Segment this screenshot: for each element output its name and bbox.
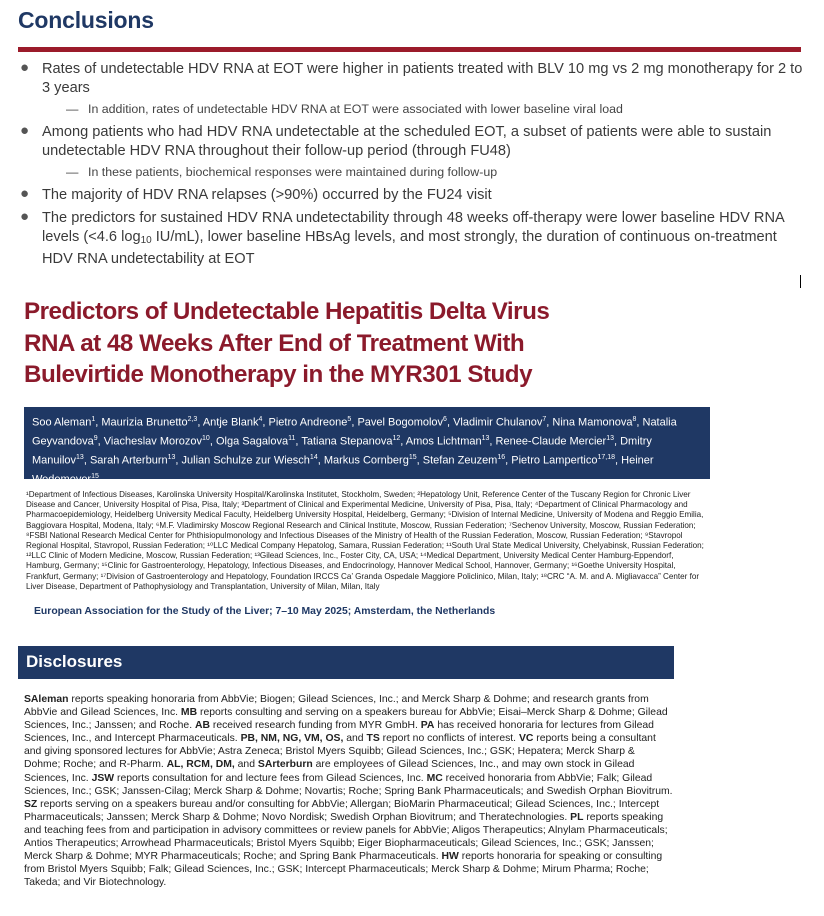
paper-title-line-1: Predictors of Undetectable Hepatitis Delta Virus xyxy=(24,298,550,325)
disclosure-statement: are employees of Gilead Sciences, Inc., and may own stock in Gilead Sciences, Inc. xyxy=(24,759,635,784)
conclusion-bullet-2 xyxy=(18,123,808,160)
disclosures-header xyxy=(18,646,674,679)
author-name: Sarah Arterburn xyxy=(89,454,168,467)
author-name: Pavel Bogomolov xyxy=(357,416,444,429)
author-name: Pietro Lampertico xyxy=(511,454,598,467)
author-affiliation-number: 13 xyxy=(167,453,176,461)
disclosure-initials: HW xyxy=(441,851,459,863)
author-affiliation-number: 7 xyxy=(542,416,547,423)
author-name: Amos Lichtman xyxy=(405,435,482,448)
author-name: Maurizia Brunetto xyxy=(101,416,188,429)
disclosure-initials: VC xyxy=(518,733,534,745)
bullet-dot-icon: ● xyxy=(20,122,30,140)
conference-info: European Association for the Study of the Liver; 7–10 May 2025; Amsterdam, the Netherlands xyxy=(34,606,496,617)
disclosure-statement: has received honoraria for lectures from Gilead Sciences, Inc., and Intercept Pharmaceuticals. xyxy=(24,720,654,745)
author-affiliation-number: 13 xyxy=(606,434,614,442)
conclusion-bullet-4 xyxy=(18,209,808,269)
author-name: Olga Sagalova xyxy=(215,435,289,448)
author-affiliation-number: 15 xyxy=(91,472,99,480)
author-name: Pietro Andreone xyxy=(268,416,348,429)
paper-title-line-2: RNA at 48 Weeks After End of Treatment With xyxy=(24,329,525,357)
disclosure-initials: SAleman xyxy=(24,694,69,705)
disclosure-initials: PB, NM, NG, VM, OS, xyxy=(240,733,344,745)
disclosure-initials: PL xyxy=(570,811,584,823)
disclosure-statement: reports consulting and serving on a speakers bureau for AbbVie; Eisai–Merck Sharp & Dohme; Gilead Sciences, Inc.; Janssen; and Roche. xyxy=(24,707,668,732)
text-cursor xyxy=(800,275,801,288)
author-name: Vladimir Chulanov xyxy=(453,416,543,429)
conclusion-subpoint-1 xyxy=(18,101,808,117)
paper-title-line-3: Bulevirtide Monotherapy in the MYR301 Study xyxy=(24,361,533,388)
disclosure-statement: reports consultation for and lecture fees from Gilead Sciences, Inc. xyxy=(114,772,427,784)
section-divider xyxy=(18,47,801,52)
bullet-dot-icon: ● xyxy=(20,59,30,76)
bullet-dot-icon: ● xyxy=(20,185,30,203)
author-affiliation-number: 10 xyxy=(202,434,210,442)
author-name: Dmitry Manuilov xyxy=(32,435,652,467)
disclosure-statement: reports speaking and teaching fees from and participation in advisory committees or review panels for AbbVie; Aligos Therapeutics; Alnylam Pharmaceuticals; Antios Therapeutics; Arrowhead Pharmaceuticals; Bristol Myers Squibb; Eiger Biopharmaceuticals; Gilead Sciences, Inc.; GSK; Janssen; Merck Sharp & Dohme; MYR Pharmaceuticals; Roche; and Spring Bank Pharmaceuticals. xyxy=(24,811,668,863)
author-affiliation-number: 6 xyxy=(443,416,447,423)
author-affiliation-number: 16 xyxy=(497,453,506,461)
disclosure-initials: SArterburn xyxy=(257,759,313,771)
conclusion-text: Rates of undetectable HDV RNA at EOT were higher in patients treated with BLV 10 mg vs 2 mg monotherapy for 2 to 3 years xyxy=(42,61,803,96)
authors-list: Soo Aleman$^1$, Maurizia Brunetto$^{2,3}$, Antje Blank$^4$, Pietro Andreone$^5$, Pavel Bogomolov$^6$, Vladimir Chulanov$^7$, Nina Mamonova$^8$, Natalia Geyvandova$^9$, Viacheslav Morozov$^{10}$, Olga Sagalova$^{11}$, Tatiana Stepanova$^{12}$, Amos Lichtman$^{13}$, Renee-Claude Mercier$^{13}$, Dmitry Manuilov$^{13}$, Sarah Arterburn$^{13}$, Julian Schulze zur Wiesch$^{14}$, Markus Cornberg$^{15}$, Stefan Zeuzem$^{16}$, Pietro Lampertico$^{17,18}$, Heiner Wedemeyer$^{15}$ xyxy=(24,407,710,479)
author-affiliation-number: 13 xyxy=(481,434,490,442)
author-name: Tatiana Stepanova xyxy=(301,435,393,448)
disclosure-initials: JSW xyxy=(91,772,115,784)
author-affiliation-number: 11 xyxy=(288,434,296,442)
log-subscript: 10 xyxy=(140,234,152,246)
dash-icon: — xyxy=(66,165,79,180)
disclosure-statement: received research funding from MYR GmbH. xyxy=(209,720,421,732)
author-affiliation-number: 2,3 xyxy=(187,416,198,423)
author-name: Natalia Geyvandova xyxy=(32,416,677,448)
disclosure-statement: reports speaking honoraria from AbbVie; Biogen; Gilead Sciences, Inc.; and Merck Sharp & Dohme; and research grants from AbbVie and Gilead Sciences, Inc. xyxy=(24,694,649,719)
conclusions-heading: Conclusions xyxy=(18,7,154,33)
subpoint-text: In addition, rates of undetectable HDV RNA at EOT were associated with lower baseline viral load xyxy=(88,102,623,117)
disclosures-heading: Disclosures xyxy=(26,652,123,671)
disclosure-initials: MC xyxy=(426,772,443,784)
author-affiliation-number: 12 xyxy=(392,434,401,442)
author-name: Nina Mamonova xyxy=(552,416,633,429)
author-name: Heiner Wedemeyer xyxy=(32,454,654,486)
author-affiliation-number: 14 xyxy=(309,453,318,461)
disclosure-statement: reports honoraria for speaking or consulting from Bristol Myers Squibb; Falk; Gilead Sciences, Inc.; GSK; Intercept Pharmaceuticals; Merck Sharp & Dohme; Mirum Pharma; Roche; Takeda; and Vir Biotechnology. xyxy=(24,851,663,889)
author-affiliation-number: 9 xyxy=(93,434,98,442)
conclusions-list xyxy=(18,60,808,273)
affiliations: ¹Department of Infectious Diseases, Karolinska University Hospital/Karolinska Institutet, Stockholm, Sweden; ²Hepatology Unit, Reference Center of the Tuscany Region for Chronic Liver Disease and Cancer, University Hospital of Pisa, Pisa, Italy; ³Department of Clinical and Experimental Medicine, University of Pisa, Pisa, Italy; ⁴Department of Clinical Pharmacology and Pharmacoepidemiology, Heidelberg University Medical Faculty, Heidelberg University Hospital, Heidelberg, Germany; ⁵Division of Internal Medicine, University of Modena and Reggio Emilia, Baggiovara Hospital, Modena, Italy; ⁶M.F. Vladimirsky Moscow Regional Research and Clinical Institute, Moscow, Russian Federation; ⁷Sechenov University, Moscow, Russian Federation; ⁸FSBI National Research Medical Center for Phthisiopulmonology and Infectious Diseases of the Ministry of Health of the Russian Federation, Moscow, Russian Federation; ⁹Stavropol Regional Hospital, Stavropol, Russian Federation; ¹⁰LLC Medical Company Hepatolog, Samara, Russian Federation; ¹¹South Ural State Medical University, Chelyabinsk, Russian Federation; ¹²LLC Clinic of Modern Medicine, Moscow, Russian Federation; ¹³Gilead Sciences, Inc., Foster City, CA, USA; ¹⁴Medical Department, University Medical Center Hamburg-Eppendorf, Hamburg, Germany; ¹⁵Clinic for Gastroenterology, Hepatology, Infectious Diseases, and Endocrinology, Hannover Medical School, Hannover, Germany; ¹⁶Goethe University Hospital, Frankfurt, Germany; ¹⁷Division of Gastroenterology and Hepatology, Foundation IRCCS Ca’ Granda Ospedale Maggiore Policlinico, Milan, Italy; ¹⁸CRC “A. M. and A. Migliavacca” Center for Liver Disease, Department of Pathophysiology and Transplantation, University of Milan, Milan, Italy xyxy=(26,490,704,591)
disclosure-statement: and xyxy=(343,733,367,745)
dash-icon: — xyxy=(66,102,79,117)
disclosure-initials: PA xyxy=(420,720,435,732)
author-name: Viacheslav Morozov xyxy=(103,435,203,448)
disclosure-statement: and xyxy=(234,759,258,771)
disclosure-initials: MB xyxy=(180,707,198,719)
disclosure-statement: report no conflicts of interest. xyxy=(379,733,519,745)
author-name: Antje Blank xyxy=(202,416,259,429)
disclosure-statement: received honoraria from AbbVie; Falk; Gilead Sciences, Inc.; GSK; Janssen-Cilag; Merck Sharp & Dohme; Novartis; Roche; Spring Bank Pharmaceuticals; and Swedish Orphan Biovitrum. xyxy=(24,772,673,797)
author-affiliation-number: 13 xyxy=(76,453,84,461)
bullet-dot-icon: ● xyxy=(20,207,30,225)
conclusion-text-part2: IU/mL), lower baseline HBsAg levels, and most strongly, the duration of continuous on-treatment HDV RNA undetectability at EOT xyxy=(42,228,777,268)
disclosure-initials: TS xyxy=(366,733,380,745)
paper-title xyxy=(24,296,624,391)
disclosure-initials: SZ xyxy=(24,798,38,810)
author-affiliation-number: 4 xyxy=(258,416,263,423)
conclusion-text: Among patients who had HDV RNA undetectable at the scheduled EOT, a subset of patients were able to sustain undetectable HDV RNA throughout their follow-up period (through FU48) xyxy=(42,124,772,159)
subpoint-text: In these patients, biochemical responses were maintained during follow-up xyxy=(88,165,498,180)
author-affiliation-number: 8 xyxy=(632,416,637,423)
author-affiliation-number: 15 xyxy=(408,453,417,461)
author-name: Julian Schulze zur Wiesch xyxy=(181,454,310,467)
author-affiliation-number: 5 xyxy=(347,416,352,423)
author-name: Renee-Claude Mercier xyxy=(495,435,607,448)
author-affiliation-number: 17,18 xyxy=(597,453,616,461)
conclusion-bullet-3 xyxy=(18,186,808,205)
conclusion-subpoint-2 xyxy=(18,164,808,180)
disclosure-statement: reports serving on a speakers bureau and/or consulting for AbbVie; Allergan; BioMarin Pharmaceutical; Gilead Sciences, Inc.; Intercept Pharmaceuticals; Janssen; Merck Sharp & Dohme; Novo Nordisk; Swedish Orphan Biovitrum; and Theratechnologies. xyxy=(24,798,660,823)
conclusion-text: The majority of HDV RNA relapses (>90%) occurred by the FU24 visit xyxy=(42,187,492,204)
disclosure-statement: reports being a consultant and giving sponsored lectures for AbbVie; Astra Zeneca; Bristol Myers Squibb; Gilead Sciences, Inc.; GSK; Hepatera; Merck Sharp & Dohme; Roche; and R-Pharm. xyxy=(24,733,656,771)
disclosures-text xyxy=(24,693,674,889)
author-name: Markus Cornberg xyxy=(323,454,409,467)
disclosure-initials: AL, RCM, DM, xyxy=(166,759,235,771)
author-name: Stefan Zeuzem xyxy=(422,454,498,467)
conclusion-bullet-1 xyxy=(18,60,808,97)
author-affiliation-number: 1 xyxy=(91,416,96,423)
author-name: Soo Aleman xyxy=(32,416,92,429)
disclosure-initials: AB xyxy=(194,720,210,732)
conclusion-text-part1: The predictors for sustained HDV RNA undetectability through 48 weeks off-therapy were lower baseline HDV RNA levels (<4.6 log xyxy=(42,209,784,245)
